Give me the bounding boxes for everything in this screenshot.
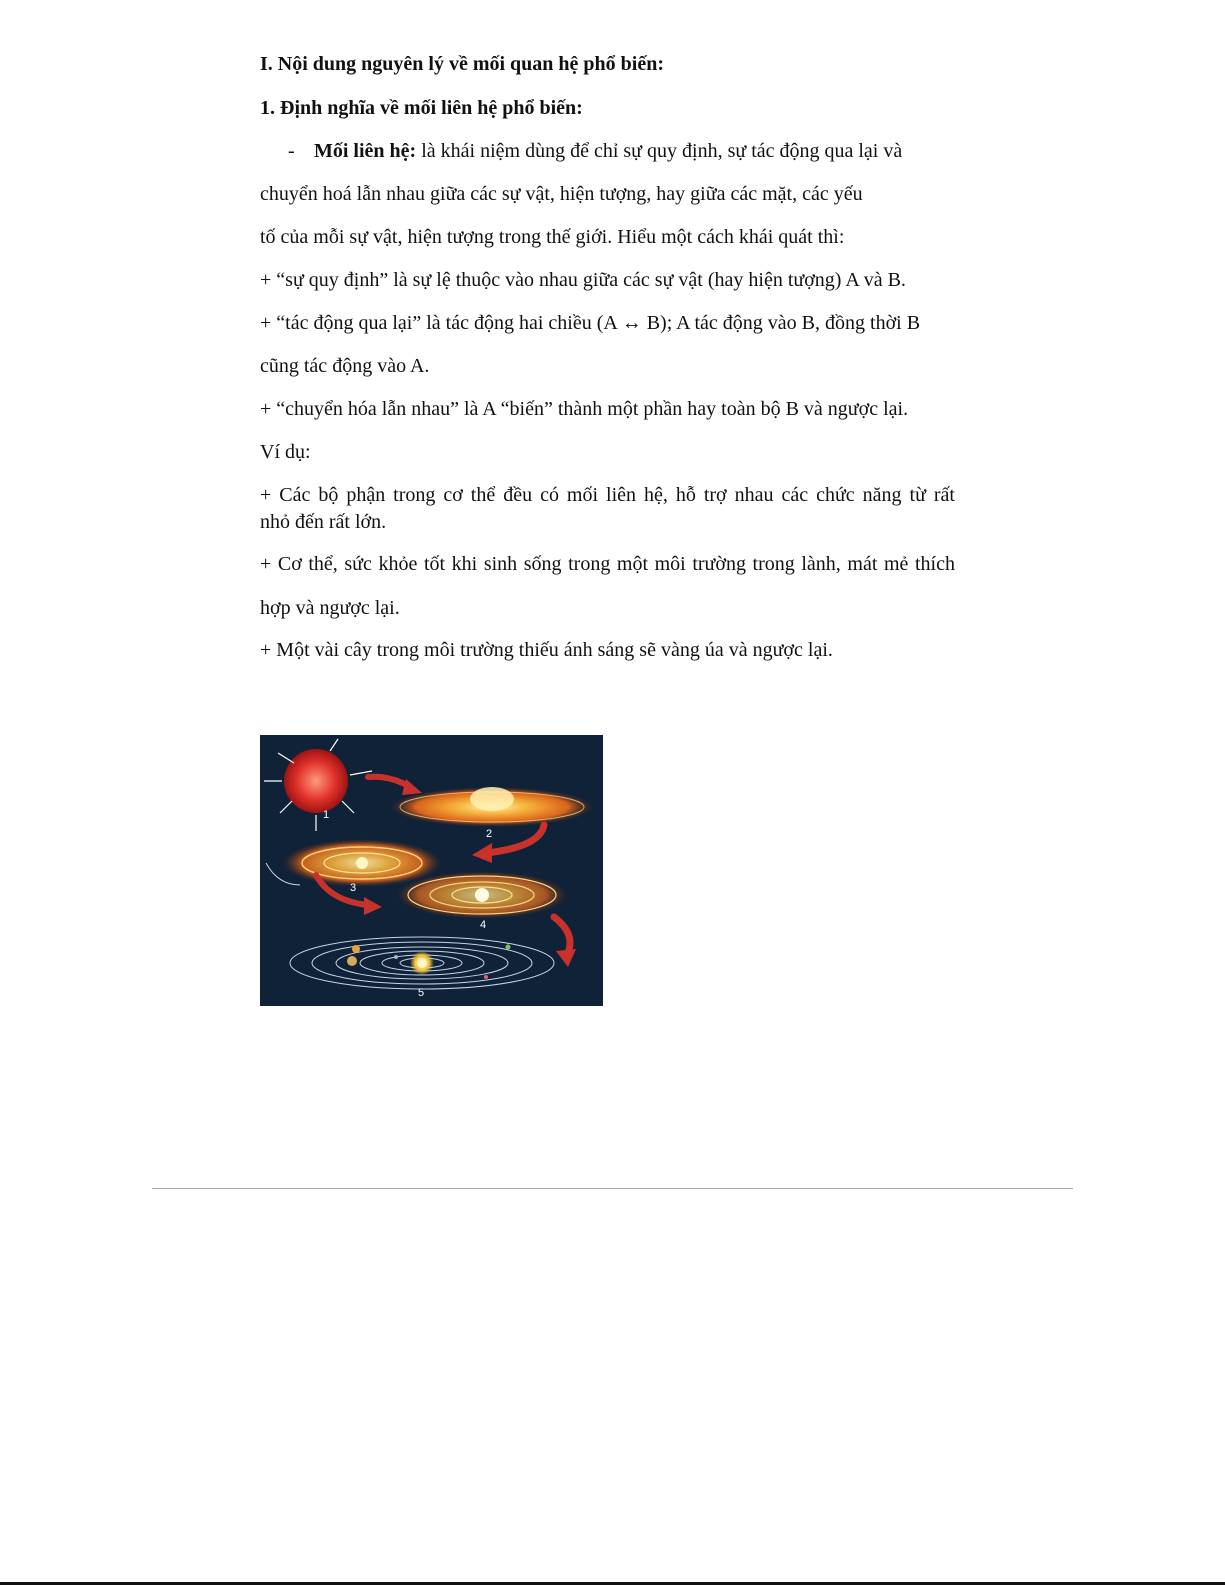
stage-4-rings (396, 871, 568, 919)
solar-system-formation-image (260, 735, 603, 1006)
stage-label-4: 4 (480, 919, 487, 931)
heading-sub: 1. Định nghĩa về mối liên hệ phổ biến: (260, 97, 583, 119)
definition-line-2: chuyển hoá lẫn nhau giữa các sự vật, hiện tượng, hay giữa các mặt, các yếu (260, 183, 863, 205)
page-divider (152, 1188, 1073, 1189)
definition-line-3: tố của mỗi sự vật, hiện tượng trong thế giới. Hiểu một cách khái quát thì: (260, 226, 845, 248)
stage-1-cloud (264, 739, 372, 831)
heading-main: I. Nội dung nguyên lý về mối quan hệ phổ biến: (260, 53, 665, 75)
stage-label-2: 2 (486, 828, 493, 840)
definition-term: Mối liên hệ: (314, 140, 417, 162)
list-dash: - (288, 140, 295, 162)
explanation-line-1: + “sự quy định” là sự lệ thuộc vào nhau giữa các sự vật (hay hiện tượng) A và B. (260, 269, 906, 291)
example-item-2: + Cơ thể, sức khỏe tốt khi sinh sống trong một môi trường trong lành, mát mẻ thích (260, 553, 955, 575)
examples-label: Ví dụ: (260, 441, 311, 463)
explanation-line-3: cũng tác động vào A. (260, 355, 430, 377)
example-item-1-cont: nhỏ đến rất lớn. (260, 511, 387, 533)
definition-text: là khái niệm dùng để chỉ sự quy định, sự tác động qua lại và (416, 140, 903, 162)
stage-label-5: 5 (418, 987, 425, 999)
example-item-1: + Các bộ phận trong cơ thể đều có mối liên hệ, hỗ trợ nhau các chức năng từ rất (260, 484, 955, 506)
example-item-3: + Một vài cây trong môi trường thiếu ánh sáng sẽ vàng úa và ngược lại. (260, 639, 833, 661)
explanation-line-4: + “chuyển hóa lẫn nhau” là A “biến” thành một phần hay toàn bộ B và ngược lại. (260, 398, 909, 420)
stage-label-1: 1 (323, 809, 330, 821)
stage-5-solar-system (290, 937, 554, 989)
example-item-2-cont: hợp và ngược lại. (260, 597, 400, 619)
definition-first-line (288, 139, 902, 163)
explanation-line-2: + “tác động qua lại” là tác động hai chiều (A ↔ B); A tác động vào B, đồng thời B (260, 312, 921, 334)
stage-label-3: 3 (350, 882, 357, 894)
